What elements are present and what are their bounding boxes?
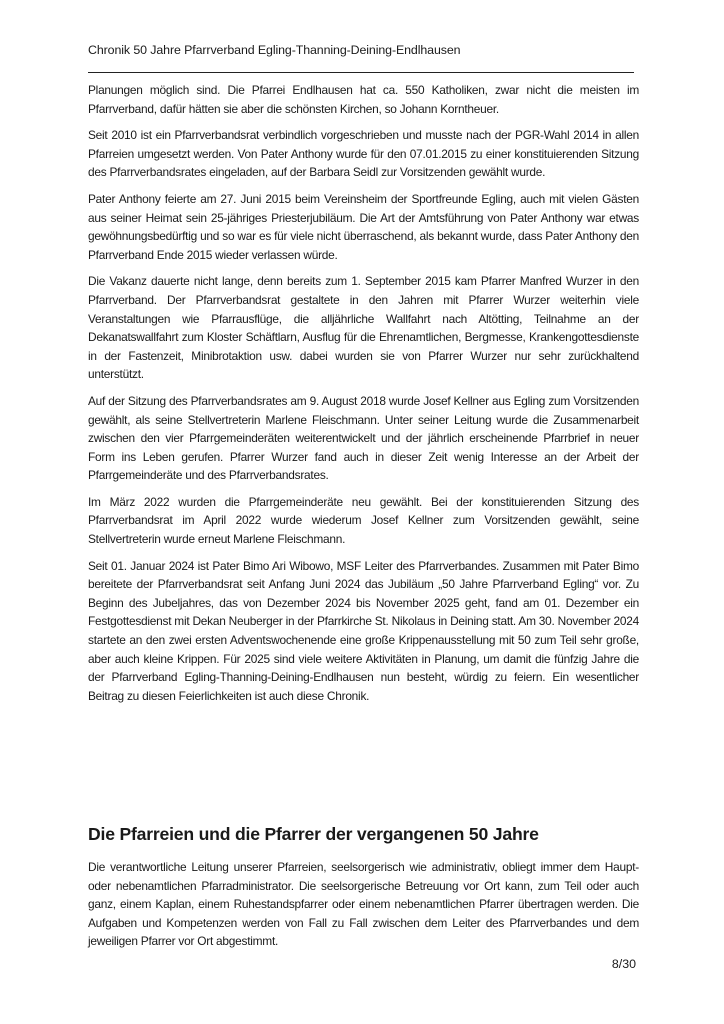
paragraph-2: Seit 2010 ist ein Pfarrverbandsrat verbindlich vorgeschrieben und musste nach der PGR-Wahl 2014 in allen Pfarreien umgesetzt werden. Von Pater Anthony wurde für den 07.01.2015 zu einer konstituierenden Sitzung des Pfarrverbandsrates eingeladen, auf der Barbara Seidl zur Vorsitzenden gewählt wurde. (88, 128, 639, 180)
body-text (88, 81, 639, 713)
running-header: Chronik 50 Jahre Pfarrverband Egling-Thanning-Deining-Endlhausen (88, 43, 461, 57)
section-heading: Die Pfarreien und die Pfarrer der vergangenen 50 Jahre (88, 824, 539, 844)
paragraph-6: Im März 2022 wurden die Pfarrgemeinderäte neu gewählt. Bei der konstituierenden Sitzung des Pfarrverbandsrat im April 2022 wurde wiederum Josef Kellner zum Vorsitzenden gewählt, seine Stellvertreterin wurde erneut Marlene Fleischmann. (88, 494, 639, 547)
section-paragraph: Die verantwortliche Leitung unserer Pfarreien, seelsorgerisch wie administrativ, obliegt immer dem Haupt- oder nebenamtlichen Pfarradministrator. Die seelsorgerische Betreuung vor Ort kann, zum Teil oder auch ganz, einem Kaplan, einem Ruhestandspfarrer oder einem nebenamtlichen Pfarrer übertragen werden. Die Aufgaben und Kompetenzen werden von Fall zu Fall zwischen dem Leiter des Pfarrverbandes und dem jeweiligen Pfarrer vor Ort abgestimmt. (88, 860, 639, 949)
page-number: 8/30 (611, 957, 636, 971)
paragraph-5: Auf der Sitzung des Pfarrverbandsrates am 9. August 2018 wurde Josef Kellner aus Egling zum Vorsitzenden gewählt, als seine Stellvertreterin Marlene Fleischmann. Unter seiner Leitung wurde die Zusammenarbeit zwischen den vier Pfarrgemeinderäten weiterentwickelt und der jährlich erscheinende Pfarrbrief in neuer Form ins Leben gerufen. Pfarrer Wurzer fand auch in dieser Zeit wenig Interesse an der Arbeit der Pfarrgemeinderäte und des Pfarrverbandsrates. (88, 393, 639, 483)
header-rule (88, 72, 634, 73)
paragraph-1: Planungen möglich sind. Die Pfarrei Endlhausen hat ca. 550 Katholiken, zwar nicht die meisten im Pfarrverband, dafür hätten sie aber die schönsten Kirchen, so Johann Korntheuer. (88, 83, 639, 116)
paragraph-4: Die Vakanz dauerte nicht lange, denn bereits zum 1. September 2015 kam Pfarrer Manfred Wurzer in den Pfarrverband. Der Pfarrverbandsrat gestaltete in den Jahren mit Pfarrer Wurzer weiterhin viele Veranstaltungen wie Pfarrausflüge, die alljährliche Wallfahrt nach Altötting, Teilnahme an der Dekanatswallfahrt zum Kloster Schäftlarn, Ausflug für die Ehrenamtlichen, Bergmesse, Krankengottesdienste in der Fastenzeit, Minibrotaktion usw. dabei wurden sie von Pfarrer Wurzer nur sehr zurückhaltend unterstützt. (88, 274, 639, 382)
section-pfarreien (88, 822, 639, 951)
paragraph-7: Seit 01. Januar 2024 ist Pater Bimo Ari Wibowo, MSF Leiter des Pfarrverbandes. Zusammen mit Pater Bimo bereitete der Pfarrverbandsrat seit Anfang Juni 2024 das Jubiläum „50 Jahre Pfarrverband Egling“ vor. Zu Beginn des Jubeljahres, das von Dezember 2024 bis November 2025 geht, fand am 01. Dezember ein Festgottesdienst mit Dekan Neuberger in der Pfarrkirche St. Nikolaus in Deining statt. Am 30. November 2024 startete an den zwei ersten Adventswochenende eine große Krippenausstellung mit 50 zum Teil sehr große, aber auch kleine Krippen. Für 2025 sind viele weitere Aktivitäten in Planung, um damit die fünfzig Jahre die der Pfarrverband Egling-Thanning-Deining-Endlhausen nun besteht, würdig zu feiern. Ein wesentlicher Beitrag zu diesen Feierlichkeiten ist auch diese Chronik. (88, 558, 639, 703)
paragraph-3: Pater Anthony feierte am 27. Juni 2015 beim Vereinsheim der Sportfreunde Egling, auch mit vielen Gästen aus seiner Heimat sein 25-jähriges Priesterjubiläum. Die Art der Amtsführung von Pater Anthony war etwas gewöhnungsbedürftig und so war es für viele nicht überraschend, als bekannt wurde, dass Pater Anthony den Pfarrverband Ende 2015 wieder verlassen würde. (88, 191, 639, 262)
